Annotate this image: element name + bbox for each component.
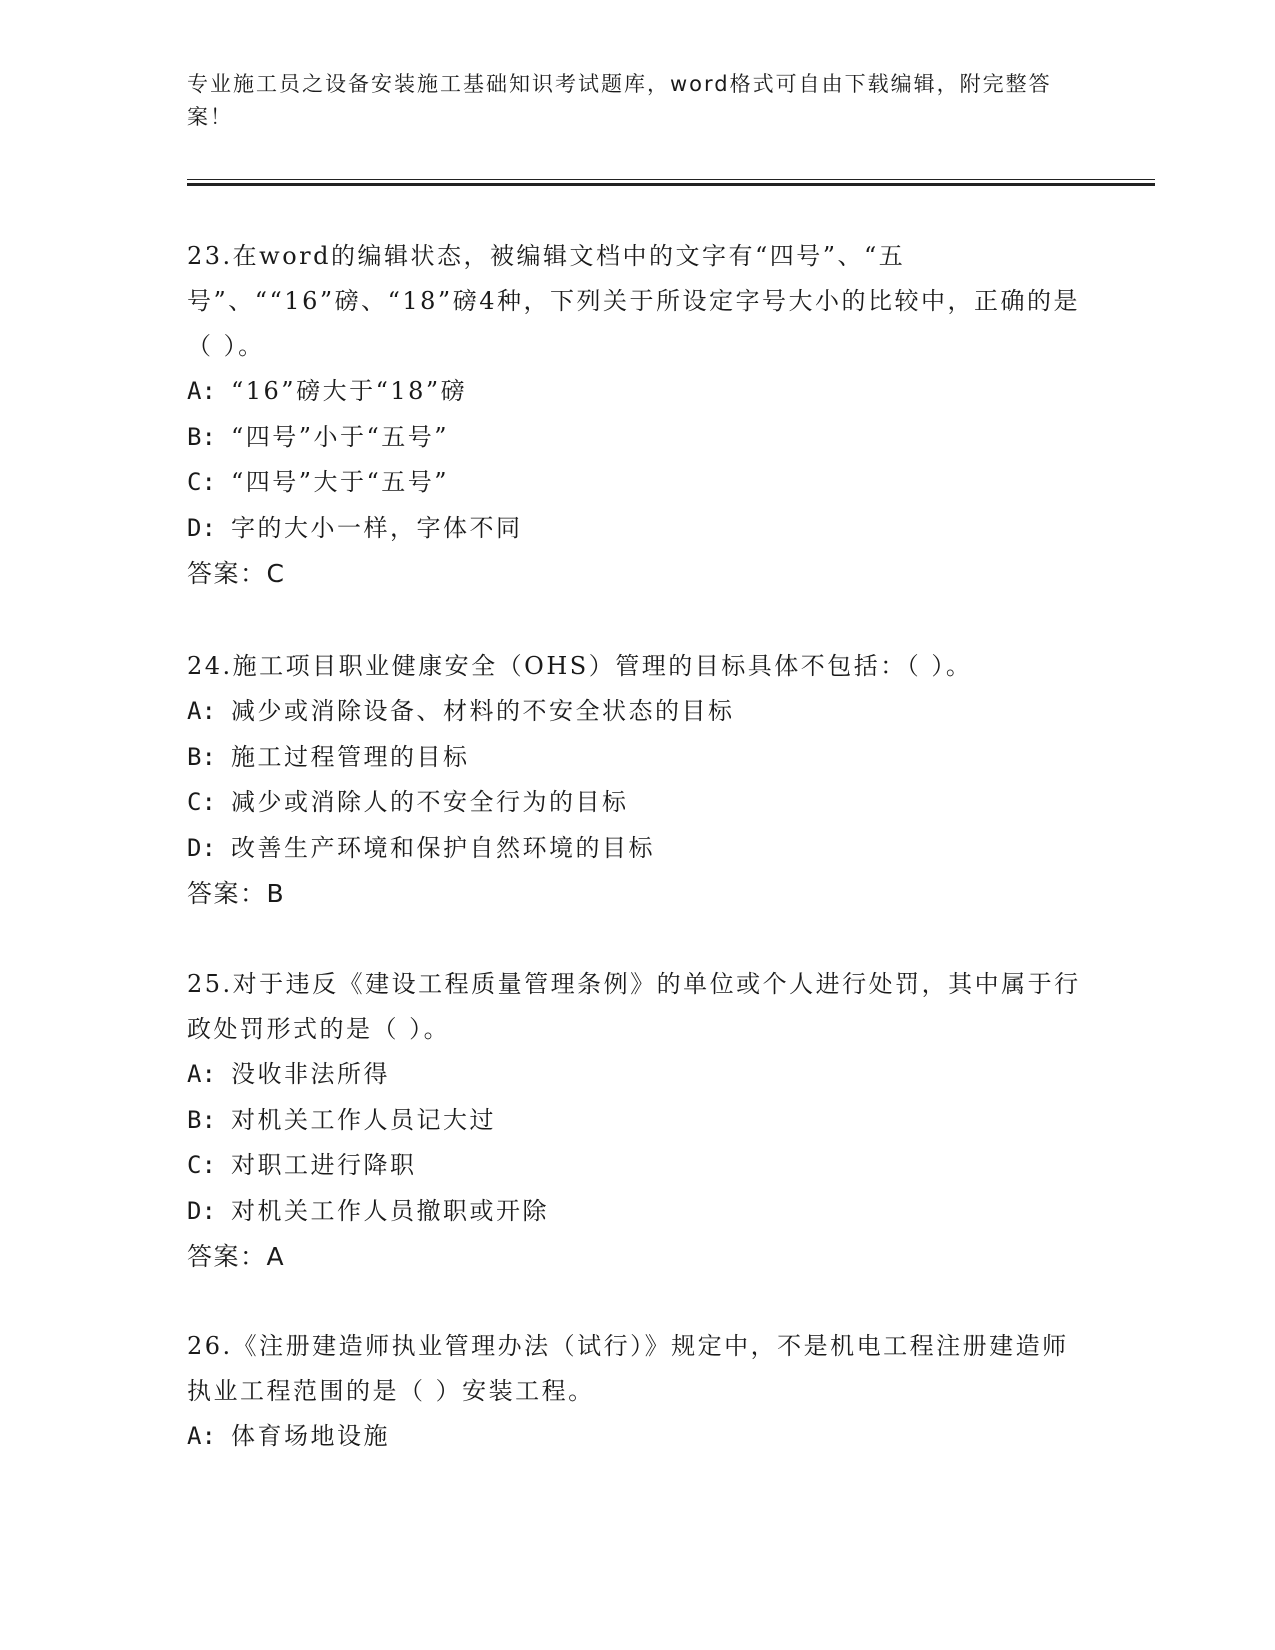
option-text: “四号”小于“五号” xyxy=(231,422,450,451)
option-text: 减少或消除人的不安全行为的目标 xyxy=(231,788,629,816)
option-text: “16”磅大于“18”磅 xyxy=(231,377,468,405)
option-c xyxy=(187,1143,1087,1189)
answer-line: 答案：C xyxy=(187,559,286,588)
option-a xyxy=(187,1052,1087,1098)
option-letter: B: xyxy=(187,742,216,771)
option-letter: C: xyxy=(187,1151,216,1179)
question-26 xyxy=(187,1324,1087,1460)
option-letter: D: xyxy=(187,833,216,862)
question-24 xyxy=(187,644,1087,917)
option-letter: C: xyxy=(187,788,216,816)
option-text: “四号”大于“五号” xyxy=(231,468,450,496)
option-letter: B: xyxy=(187,1105,216,1134)
answer-line: 答案：B xyxy=(187,879,286,908)
option-text: 字的大小一样，字体不同 xyxy=(231,513,523,542)
header-divider-thin xyxy=(187,179,1155,180)
option-text: 没收非法所得 xyxy=(231,1060,390,1088)
option-text: 对职工进行降职 xyxy=(231,1151,417,1179)
header-divider-thick xyxy=(187,183,1155,186)
option-text: 体育场地设施 xyxy=(231,1422,390,1450)
option-d xyxy=(187,1189,1087,1235)
question-stem: 26.《注册建造师执业管理办法（试行）》规定中，不是机电工程注册建造师执业工程范围的是（ ）安装工程。 xyxy=(187,1332,1069,1405)
option-letter: A: xyxy=(187,1422,216,1450)
question-stem: 25.对于违反《建设工程质量管理条例》的单位或个人进行处罚，其中属于行政处罚形式的是（ ）。 xyxy=(187,970,1081,1043)
option-letter: A: xyxy=(187,1060,216,1088)
option-text: 改善生产环境和保护自然环境的目标 xyxy=(231,833,655,862)
option-letter: A: xyxy=(187,697,216,725)
option-c xyxy=(187,780,1087,826)
question-stem: 24.施工项目职业健康安全（OHS）管理的目标具体不包括：（ ）。 xyxy=(187,652,973,680)
option-d xyxy=(187,826,1087,872)
option-text: 减少或消除设备、材料的不安全状态的目标 xyxy=(231,697,735,725)
option-b xyxy=(187,1098,1087,1144)
document-header: 专业施工员之设备安装施工基础知识考试题库，word格式可自由下载编辑，附完整答案！ xyxy=(187,72,1052,129)
option-text: 施工过程管理的目标 xyxy=(231,742,470,771)
option-letter: D: xyxy=(187,513,216,542)
question-23 xyxy=(187,234,1087,597)
option-letter: D: xyxy=(187,1196,216,1225)
question-25 xyxy=(187,962,1087,1280)
option-text: 对机关工作人员撤职或开除 xyxy=(231,1196,549,1225)
option-letter: A: xyxy=(187,377,216,405)
answer-line: 答案：A xyxy=(187,1242,286,1271)
option-b xyxy=(187,735,1087,781)
option-a xyxy=(187,1414,1087,1460)
option-c xyxy=(187,460,1087,506)
option-a xyxy=(187,689,1087,735)
option-d xyxy=(187,506,1087,552)
option-b xyxy=(187,415,1087,461)
option-a xyxy=(187,369,1087,415)
option-letter: C: xyxy=(187,468,216,496)
question-stem: 23.在word的编辑状态，被编辑文档中的文字有“四号”、“五号”、““16”磅、“18”磅4种，下列关于所设定字号大小的比较中，正确的是（ ）。 xyxy=(187,242,1080,360)
option-text: 对机关工作人员记大过 xyxy=(231,1105,496,1134)
option-letter: B: xyxy=(187,422,216,451)
